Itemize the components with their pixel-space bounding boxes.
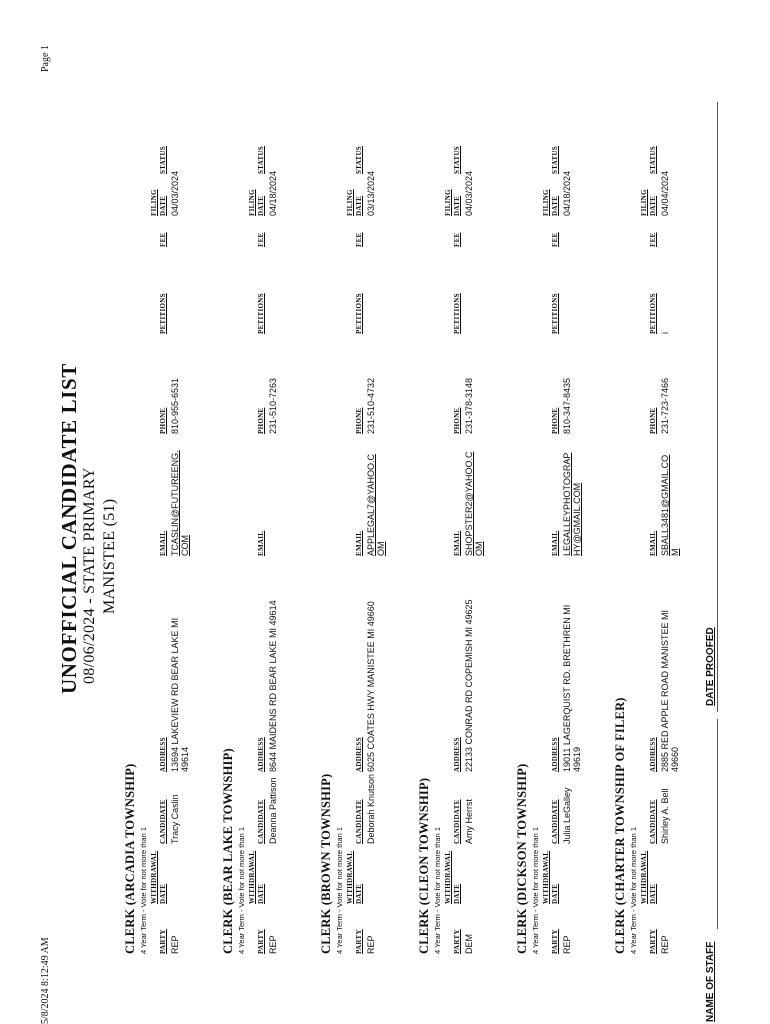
- party-value: REP: [562, 935, 572, 954]
- term-line: 4 Year Term - Vote for not more than 1: [335, 826, 344, 954]
- office-title: CLERK (ARCADIA TOWNSHIP): [123, 763, 137, 954]
- header-status: STATUS: [355, 146, 363, 174]
- address-line-1: 13694 LAKEVIEW RD BEAR LAKE MI: [170, 617, 180, 772]
- email-line-2: OM: [474, 541, 484, 556]
- email-line-1: TCASLIN@FUTUREENG.: [170, 450, 180, 556]
- header-address: ADDRESS: [257, 737, 265, 772]
- header-petitions: PETITIONS: [355, 293, 363, 334]
- header-petitions: PETITIONS: [551, 293, 559, 334]
- header-withdrawal-date: WITHDRAWAL DATE: [346, 850, 363, 904]
- party-value: REP: [170, 935, 180, 954]
- filing-date-value: 03/13/2024: [366, 170, 376, 216]
- header-party: PARTY: [551, 929, 559, 954]
- header-filing-date: FILING DATE: [150, 189, 167, 216]
- term-line: 4 Year Term - Vote for not more than 1: [629, 826, 638, 954]
- header-party: PARTY: [257, 929, 265, 954]
- header-filing-date: FILING DATE: [346, 189, 363, 216]
- header-fee: FEE: [257, 232, 265, 247]
- header-filing-date: FILING DATE: [444, 189, 461, 216]
- candidate-name: Deanna Pattison: [268, 777, 278, 844]
- header-address: ADDRESS: [649, 737, 657, 772]
- candidate-name: Tracy Caslin: [170, 794, 180, 844]
- header-filing-date: FILING DATE: [640, 189, 657, 216]
- header-candidate: CANDIDATE: [551, 799, 559, 844]
- header-phone: PHONE: [551, 407, 559, 434]
- page-number: Page 1: [40, 45, 51, 72]
- candidate-name: Shirley A. Bell: [660, 788, 670, 844]
- email-line-1: SBALL3481@GMAIL.CO: [660, 454, 670, 556]
- header-party: PARTY: [453, 929, 461, 954]
- header-petitions: PETITIONS: [453, 293, 461, 334]
- header-address: ADDRESS: [453, 737, 461, 772]
- header-candidate: CANDIDATE: [453, 799, 461, 844]
- office-title: CLERK (CHARTER TOWNSHIP OF FILER): [613, 697, 627, 954]
- header-filing-date: FILING DATE: [248, 189, 265, 216]
- header-status: STATUS: [159, 146, 167, 174]
- email-line-1: APPLEGAL7@YAHOO.C: [366, 453, 376, 556]
- phone-value: 810-347-8435: [562, 377, 572, 434]
- header-fee: FEE: [453, 232, 461, 247]
- address-line-1: 6025 COATES HWY MANISTEE MI 49660: [366, 601, 376, 772]
- email-line-1: SHOPSTER2@YAHOO.C: [464, 451, 474, 556]
- header-petitions: PETITIONS: [159, 293, 167, 334]
- phone-value: 231-510-7263: [268, 377, 278, 434]
- address-line-2: 49614: [180, 746, 190, 772]
- party-value: REP: [366, 935, 376, 954]
- candidate-name: Amy Herrst: [464, 799, 474, 844]
- name-of-staff-label: NAME OF STAFF: [705, 941, 716, 1022]
- header-phone: PHONE: [159, 407, 167, 434]
- candidate-name: Julia LeGalley: [562, 787, 572, 844]
- header-candidate: CANDIDATE: [257, 799, 265, 844]
- term-line: 4 Year Term - Vote for not more than 1: [433, 826, 442, 954]
- report-county: MANISTEE (51): [101, 498, 118, 614]
- report-title: UNOFFICIAL CANDIDATE LIST: [57, 363, 81, 694]
- header-phone: PHONE: [257, 407, 265, 434]
- term-line: 4 Year Term - Vote for not more than 1: [531, 826, 540, 954]
- filing-date-value: 04/04/2024: [660, 170, 670, 216]
- header-candidate: CANDIDATE: [355, 799, 363, 844]
- filing-date-value: 04/18/2024: [268, 170, 278, 216]
- header-withdrawal-date: WITHDRAWAL DATE: [542, 850, 559, 904]
- header-party: PARTY: [159, 929, 167, 954]
- header-party: PARTY: [649, 929, 657, 954]
- header-email: EMAIL: [159, 530, 167, 556]
- address-line-1: 19011 LAGERQUIST RD. BRETHREN MI: [562, 604, 572, 772]
- filing-date-value: 04/03/2024: [464, 170, 474, 216]
- office-title: CLERK (BROWN TOWNSHIP): [319, 773, 333, 954]
- header-status: STATUS: [257, 146, 265, 174]
- name-of-staff-line: [717, 719, 718, 929]
- header-petitions: PETITIONS: [257, 293, 265, 334]
- header-withdrawal-date: WITHDRAWAL DATE: [150, 850, 167, 904]
- email-line-2: COM: [180, 535, 190, 556]
- party-value: REP: [268, 935, 278, 954]
- office-title: CLERK (BEAR LAKE TOWNSHIP): [221, 748, 235, 954]
- header-email: EMAIL: [355, 530, 363, 556]
- phone-value: 810-955-6531: [170, 377, 180, 434]
- header-fee: FEE: [649, 232, 657, 247]
- header-phone: PHONE: [453, 407, 461, 434]
- header-phone: PHONE: [355, 407, 363, 434]
- header-status: STATUS: [453, 146, 461, 174]
- candidate-name: Deborah Knutson: [366, 773, 376, 844]
- header-status: STATUS: [551, 146, 559, 174]
- header-party: PARTY: [355, 929, 363, 954]
- header-withdrawal-date: WITHDRAWAL DATE: [444, 850, 461, 904]
- petitions-value: i: [660, 332, 670, 334]
- phone-value: 231-723-7466: [660, 377, 670, 434]
- header-email: EMAIL: [257, 530, 265, 556]
- address-line-2: 49660: [670, 746, 680, 772]
- term-line: 4 Year Term - Vote for not more than 1: [237, 826, 246, 954]
- header-withdrawal-date: WITHDRAWAL DATE: [640, 850, 657, 904]
- header-candidate: CANDIDATE: [649, 799, 657, 844]
- email-line-2: OM: [376, 541, 386, 556]
- header-filing-date: FILING DATE: [542, 189, 559, 216]
- date-proofed-label: DATE PROOFED: [705, 627, 716, 706]
- header-email: EMAIL: [453, 530, 461, 556]
- header-status: STATUS: [649, 146, 657, 174]
- email-line-2: M: [670, 548, 680, 556]
- office-title: CLERK (DICKSON TOWNSHIP): [515, 763, 529, 954]
- header-address: ADDRESS: [355, 737, 363, 772]
- term-line: 4 Year Term - Vote for not more than 1: [139, 826, 148, 954]
- report-subtitle: 08/06/2024 - STATE PRIMARY: [81, 467, 98, 684]
- header-withdrawal-date: WITHDRAWAL DATE: [248, 850, 265, 904]
- header-email: EMAIL: [649, 530, 657, 556]
- date-proofed-line: [717, 102, 718, 712]
- header-address: ADDRESS: [159, 737, 167, 772]
- filing-date-value: 04/18/2024: [562, 170, 572, 216]
- email-line-2: HY@GMAIL.COM: [572, 482, 582, 556]
- header-fee: FEE: [355, 232, 363, 247]
- email-line-1: LEGALLEYPHOTOGRAP: [562, 452, 572, 556]
- party-value: DEM: [464, 934, 474, 954]
- header-petitions: PETITIONS: [649, 293, 657, 334]
- header-phone: PHONE: [649, 407, 657, 434]
- header-candidate: CANDIDATE: [159, 799, 167, 844]
- address-line-1: 22133 CONRAD RD COPEMISH MI 49625: [464, 599, 474, 772]
- party-value: REP: [660, 935, 670, 954]
- header-email: EMAIL: [551, 530, 559, 556]
- header-fee: FEE: [551, 232, 559, 247]
- header-fee: FEE: [159, 232, 167, 247]
- address-line-2: 49619: [572, 746, 582, 772]
- header-address: ADDRESS: [551, 737, 559, 772]
- address-line-1: 8644 MAIDENS RD BEAR LAKE MI 49614: [268, 600, 278, 772]
- print-timestamp: 5/8/2024 8:12:49 AM: [40, 937, 51, 1024]
- office-title: CLERK (CLEON TOWNSHIP): [417, 777, 431, 954]
- filing-date-value: 04/03/2024: [170, 170, 180, 216]
- phone-value: 231-510-4732: [366, 377, 376, 434]
- phone-value: 231-378-3148: [464, 377, 474, 434]
- address-line-1: 2885 RED APPLE ROAD MANISTEE MI: [660, 609, 670, 772]
